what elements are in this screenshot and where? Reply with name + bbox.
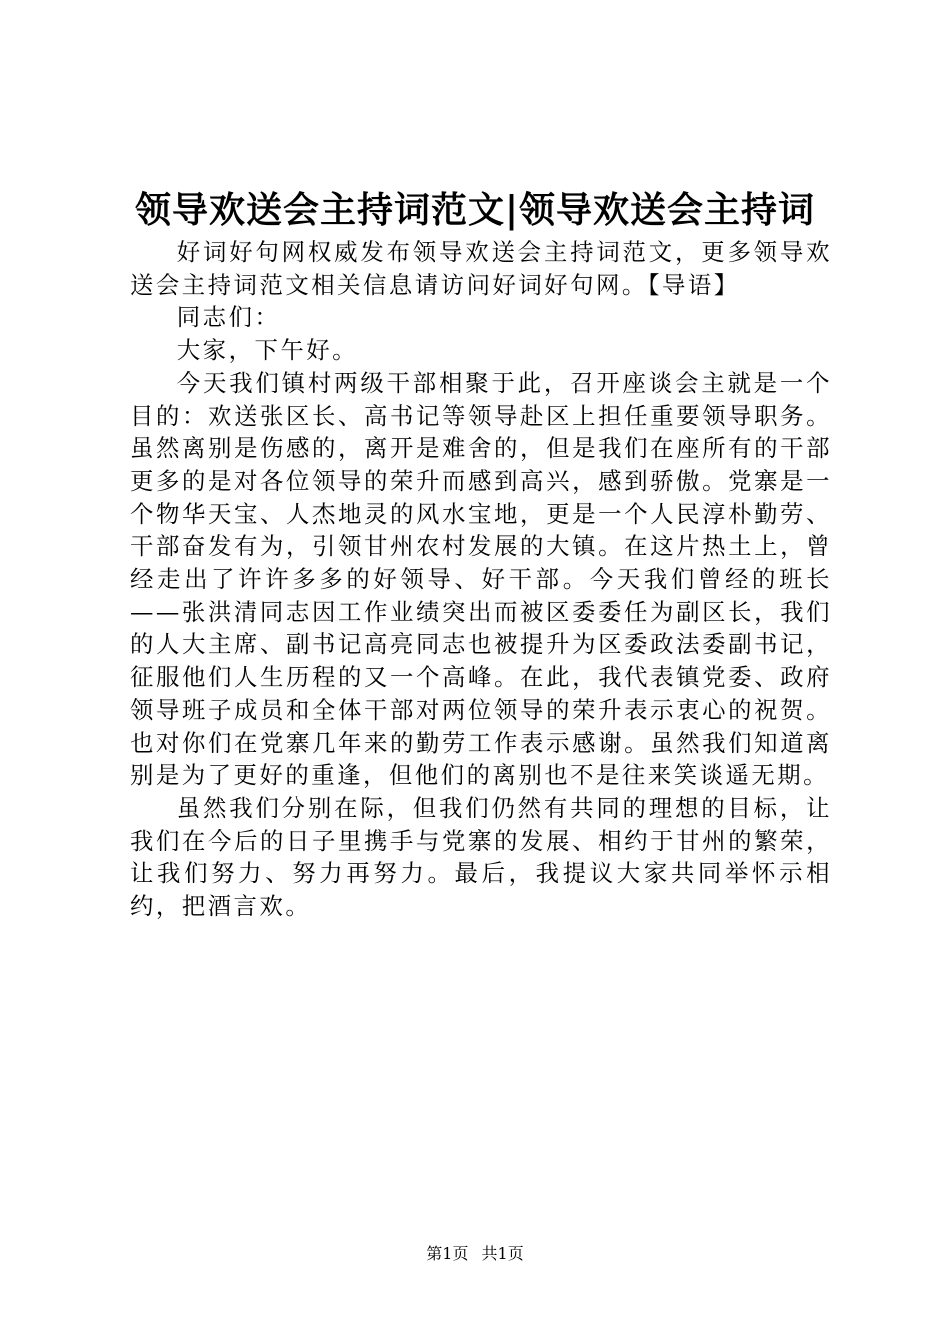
document-body — [130, 236, 832, 923]
page-number: 第1页 — [426, 1244, 469, 1263]
paragraph-intro: 好词好句网权威发布领导欢送会主持词范文，更多领导欢送会主持词范文相关信息请访问好词好句网。【导语】 — [130, 238, 832, 299]
page-footer — [0, 1243, 950, 1265]
paragraph-salutation: 同志们： — [176, 303, 281, 332]
paragraph-closing: 虽然我们分别在际，但我们仍然有共同的理想的目标，让我们在今后的日子里携手与党寨的发展、相约于甘州的繁荣，让我们努力、努力再努力。最后，我提议大家共同举怀示相约，把酒言欢。 — [130, 793, 832, 921]
paragraph-main: 今天我们镇村两级干部相聚于此，召开座谈会主就是一个目的：欢送张区长、高书记等领导赴区上担任重要领导职务。虽然离别是伤感的，离开是难舍的，但是我们在座所有的干部更多的是对各位领导的荣升而感到高兴，感到骄傲。党寨是一个物华天宝、人杰地灵的风水宝地，更是一个人民淳朴勤劳、干部奋发有为，引领甘州农村发展的大镇。在这片热土上，曾经走出了许许多多的好领导、好干部。今天我们曾经的班长——张洪清同志因工作业绩突出而被区委委任为副区长，我们的人大主席、副书记高亮同志也被提升为区委政法委副书记，征服他们人生历程的又一个高峰。在此，我代表镇党委、政府领导班子成员和全体干部对两位领导的荣升表示衷心的祝贺。也对你们在党寨几年来的勤劳工作表示感谢。虽然我们知道离别是为了更好的重逢，但他们的离别也不是往来笑谈遥无期。 — [130, 368, 832, 790]
paragraph-greeting: 大家，下午好。 — [176, 336, 359, 365]
document-title: 领导欢送会主持词范文|领导欢送会主持词 — [134, 189, 816, 231]
page-total: 共1页 — [481, 1244, 524, 1263]
